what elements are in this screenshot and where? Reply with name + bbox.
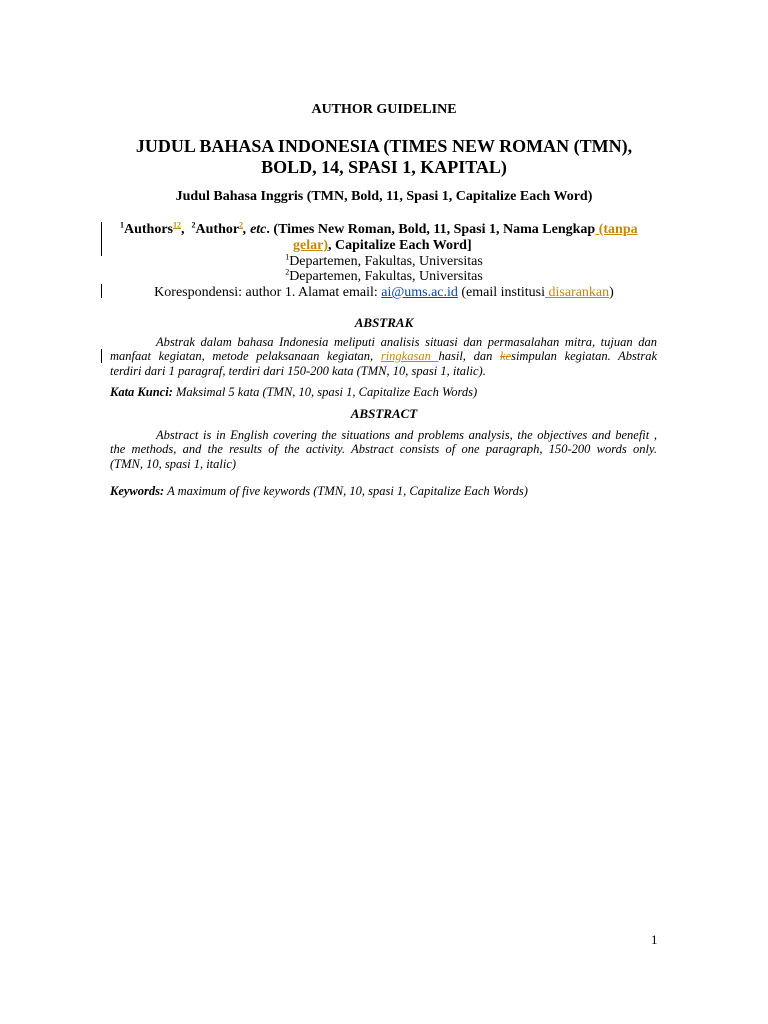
tanpa-insert: (tanpa bbox=[595, 222, 638, 237]
correspondence-line bbox=[0, 285, 768, 301]
correspondence-end: ) bbox=[609, 285, 614, 300]
abstrak-text: Abstrak dalam bahasa Indonesia meliputi analisis situasi dan permasalahan mitra, tujuan dan bbox=[156, 335, 657, 349]
keywords-line bbox=[110, 484, 528, 499]
author-sup-insert: 2 bbox=[239, 220, 244, 230]
abstrak-line-1 bbox=[110, 335, 657, 349]
abstrak-text: hasil, dan bbox=[438, 349, 493, 364]
english-subtitle: Judul Bahasa Inggris (TMN, Bold, 11, Spasi 1, Capitalize Each Word) bbox=[175, 189, 593, 204]
suggested-insert: disarankan bbox=[545, 285, 610, 300]
abstract-paragraph bbox=[110, 428, 657, 471]
author-label: Author bbox=[195, 222, 240, 237]
title-line-2: BOLD, 14, SPASI 1, KAPITAL) bbox=[261, 157, 507, 177]
abstract-line-2: the methods, and the results of the activity. Abstract consists of one paragraph, 150-200 words only. bbox=[110, 442, 657, 457]
kata-kunci-line bbox=[110, 385, 477, 400]
abstrak-heading: ABSTRAK bbox=[354, 315, 414, 330]
affiliation-sup: 2 bbox=[285, 267, 290, 277]
keywords-text: A maximum of five keywords (TMN, 10, spasi 1, Capitalize Each Words) bbox=[164, 484, 528, 498]
abstrak-line-3: terdiri dari 1 paragraf, terdiri dari 150-200 kata (TMN, 10, spasi 1, italic). bbox=[110, 363, 486, 378]
ke-deletion: ke bbox=[499, 349, 512, 364]
authors-desc-end: , Capitalize Each Word] bbox=[327, 238, 472, 253]
abstrak-text: manfaat kegiatan, metode pelaksanaan kegiatan, bbox=[110, 349, 374, 364]
authors-comma: , bbox=[181, 222, 185, 237]
abstrak-text: simpulan kegiatan. Abstrak bbox=[511, 349, 658, 364]
kata-kunci-label: Kata Kunci: bbox=[110, 385, 173, 399]
email-link[interactable]: ai@ums.ac.id bbox=[381, 285, 458, 300]
abstract-heading: ABSTRACT bbox=[350, 406, 418, 421]
authors-sup-insert: 12 bbox=[173, 220, 182, 230]
change-bar bbox=[101, 222, 102, 256]
abstrak-line-2 bbox=[110, 349, 657, 363]
authors-line-2 bbox=[293, 238, 673, 254]
correspondence-prefix: Korespondensi: author 1. Alamat email: bbox=[154, 285, 382, 300]
author-sup: 1 bbox=[120, 220, 124, 230]
guideline-heading: AUTHOR GUIDELINE bbox=[311, 102, 457, 117]
ringkasan-insert: ringkasan bbox=[380, 349, 439, 364]
abstract-text: Abstract is in English covering the situations and problems analysis, the objectives and benefit , bbox=[156, 428, 657, 442]
authors-etc: , etc bbox=[243, 222, 267, 237]
abstract-line-1 bbox=[110, 428, 657, 442]
gelar-insert: gelar) bbox=[293, 238, 328, 253]
kata-kunci-text: Maksimal 5 kata (TMN, 10, spasi 1, Capitalize Each Words) bbox=[172, 385, 478, 399]
affiliation-2 bbox=[0, 269, 768, 285]
title-line-1: JUDUL BAHASA INDONESIA (TIMES NEW ROMAN (TMN), bbox=[135, 136, 633, 156]
abstract-line-3: (TMN, 10, spasi 1, italic) bbox=[110, 456, 237, 471]
author-sup: 2 bbox=[191, 220, 196, 230]
affiliation-text: Departemen, Fakultas, Universitas bbox=[289, 269, 483, 284]
abstrak-paragraph bbox=[110, 335, 657, 378]
affiliation-text: Departemen, Fakultas, Universitas bbox=[289, 254, 483, 269]
keywords-label: Keywords: bbox=[110, 484, 165, 498]
affiliation-sup: 1 bbox=[285, 252, 290, 262]
affiliation-1 bbox=[0, 254, 768, 270]
authors-line-1 bbox=[120, 222, 660, 238]
correspondence-middle: (email institusi bbox=[457, 285, 545, 300]
page-number: 1 bbox=[651, 932, 658, 947]
authors-desc: . (Times New Roman, Bold, 11, Spasi 1, Nama Lengkap bbox=[266, 222, 596, 237]
change-bar bbox=[101, 349, 102, 363]
authors-label: Authors bbox=[124, 222, 174, 237]
